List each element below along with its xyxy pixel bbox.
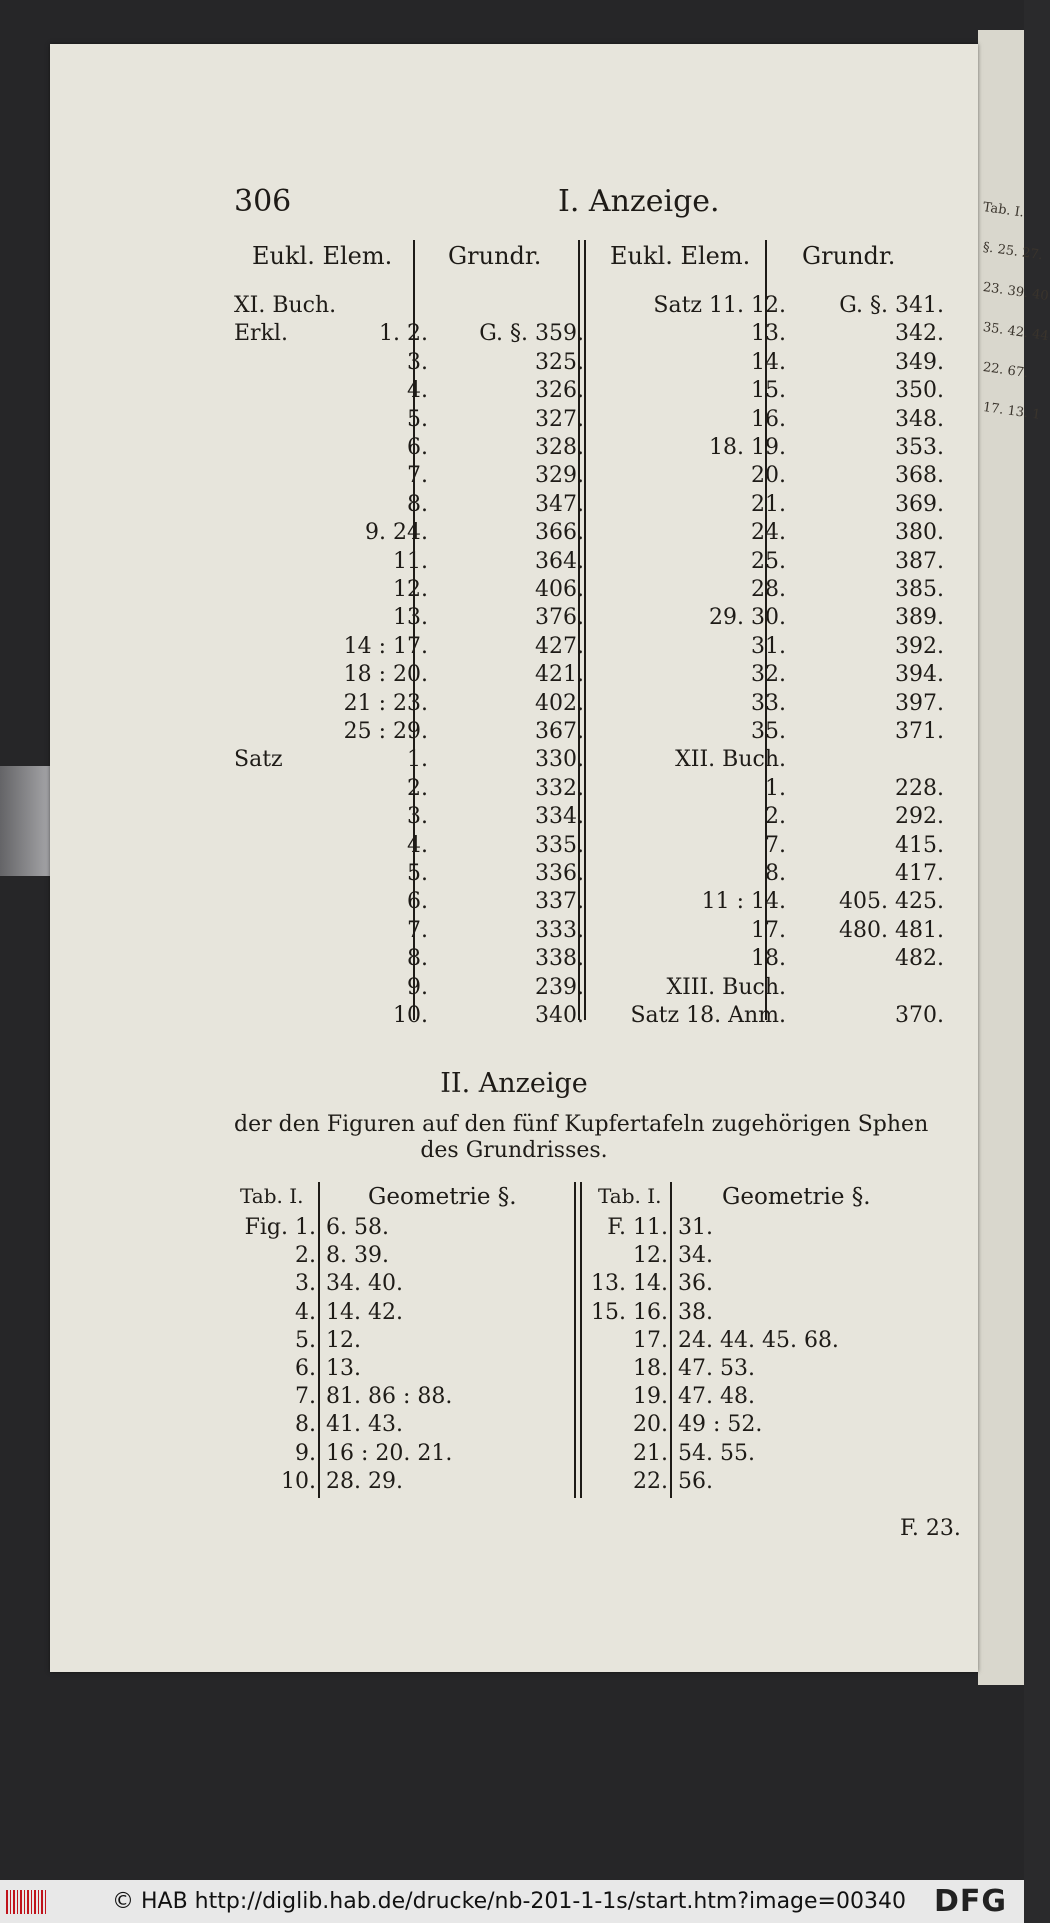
- index2-right-fig: 21.: [633, 1441, 668, 1466]
- index1-left-val: 421.: [535, 662, 584, 687]
- index2-left-val: 81. 86 : 88.: [326, 1384, 453, 1409]
- index2-right-val: 54. 55.: [678, 1441, 755, 1466]
- index2-left-val: 34. 40.: [326, 1271, 403, 1296]
- index1-right-val: G. §. 341.: [839, 293, 944, 318]
- index2-left-fig: 7.: [295, 1384, 316, 1409]
- index1-header-grundr-left: Grundr.: [448, 242, 542, 270]
- index1-left-ref: 4.: [407, 378, 428, 403]
- index1-left-val: 427.: [535, 634, 584, 659]
- index2-right-fig: 22.: [633, 1469, 668, 1494]
- index1-right-val: 385.: [895, 577, 944, 602]
- next-page-fragment: 22. 67.: [981, 360, 1030, 382]
- index1-left-ref: 6.: [407, 435, 428, 460]
- index2-right-fig: 13. 14.: [591, 1271, 668, 1296]
- index1-left-val: 327.: [535, 407, 584, 432]
- index1-left-ref: 12.: [393, 577, 428, 602]
- index1-left-ref: 10.: [393, 1003, 428, 1028]
- barcode-icon: [6, 1890, 46, 1914]
- index1-right-ref: 24.: [751, 520, 786, 545]
- index2-right-fig: 20.: [633, 1412, 668, 1437]
- index1-right-ref: 1.: [765, 776, 786, 801]
- index1-right-val: 394.: [895, 662, 944, 687]
- index1-left-val: 364.: [535, 549, 584, 574]
- index2-left-fig: 9.: [295, 1441, 316, 1466]
- index2-left-fig: 10.: [281, 1469, 316, 1494]
- index1-right-ref: 28.: [751, 577, 786, 602]
- next-page-fragment: §. 25. 27.: [981, 240, 1044, 264]
- index1-left-val: 367.: [535, 719, 584, 744]
- index1-left-val: 333.: [535, 918, 584, 943]
- index1-right-val: 405. 425.: [839, 889, 944, 914]
- index1-right-val: 368.: [895, 463, 944, 488]
- index2-rule-right: [670, 1182, 672, 1498]
- index2-header-tab-right: Tab. I.: [598, 1184, 662, 1208]
- index1-right-val: 389.: [895, 605, 944, 630]
- index2-left-fig: 6.: [295, 1356, 316, 1381]
- index1-left-ref: 21 : 23.: [343, 691, 428, 716]
- index2-right-val: 47. 53.: [678, 1356, 755, 1381]
- next-page-fragment: 23. 39. 40: [981, 280, 1050, 305]
- page-number: 306: [234, 184, 292, 219]
- index1-right-ref: 15.: [751, 378, 786, 403]
- index1-right-val: 369.: [895, 492, 944, 517]
- index1-left-val: 336.: [535, 861, 584, 886]
- index1-left-ref: 6.: [407, 889, 428, 914]
- index1-right-val: 482.: [895, 946, 944, 971]
- index1-left-ref: 4.: [407, 833, 428, 858]
- index1-right-val: 353.: [895, 435, 944, 460]
- index2-header-geom-right: Geometrie §.: [722, 1184, 871, 1210]
- index1-right-val: 342.: [895, 321, 944, 346]
- index2-left-val: 41. 43.: [326, 1412, 403, 1437]
- index2-left-fig: 2.: [295, 1243, 316, 1268]
- index2-left-val: 16 : 20. 21.: [326, 1441, 453, 1466]
- index1-right-ref: 18.: [751, 946, 786, 971]
- index1-left-val: 332.: [535, 776, 584, 801]
- index1-header-elem-left: Eukl. Elem.: [252, 242, 393, 270]
- index1-header-elem-right: Eukl. Elem.: [610, 242, 751, 270]
- index1-right-ref: 8.: [765, 861, 786, 886]
- index1-right-ref: 2.: [765, 804, 786, 829]
- index1-left-val: 335.: [535, 833, 584, 858]
- dfg-logo: DFG: [934, 1884, 1008, 1919]
- footer-bar: [0, 1880, 1024, 1923]
- index1-right-val: 417.: [895, 861, 944, 886]
- index1-right-ref: 32.: [751, 662, 786, 687]
- index1-right-ref: 33.: [751, 691, 786, 716]
- index1-right-ref: 14.: [751, 350, 786, 375]
- index1-right-ref: Satz 18. Anm.: [630, 1003, 786, 1028]
- index1-left-ref: 9. 24.: [365, 520, 428, 545]
- index1-left-ref: 11.: [393, 549, 428, 574]
- index2-right-val: 31.: [678, 1215, 713, 1240]
- next-page-fragment: 17. 13. 1: [981, 400, 1042, 423]
- index2-right-val: 36.: [678, 1271, 713, 1296]
- running-title: I. Anzeige.: [558, 184, 720, 219]
- index1-left-val: 337.: [535, 889, 584, 914]
- index1-right-ref: XII. Buch.: [675, 747, 786, 772]
- index1-right-ref: 17.: [751, 918, 786, 943]
- index1-right-ref: 7.: [765, 833, 786, 858]
- index1-left-val: 402.: [535, 691, 584, 716]
- footer-source-link[interactable]: © HAB http://diglib.hab.de/drucke/nb-201-1-1s/start.htm?image=00340: [112, 1889, 906, 1914]
- index2-left-val: 13.: [326, 1356, 361, 1381]
- index1-right-val: 370.: [895, 1003, 944, 1028]
- index1-right-val: 387.: [895, 549, 944, 574]
- index1-left-ref: 13.: [393, 605, 428, 630]
- index1-left-ref: 8.: [407, 946, 428, 971]
- next-page-fragment: Tab. I.: [981, 200, 1025, 221]
- index1-left-val: 338.: [535, 946, 584, 971]
- index2-left-fig: 4.: [295, 1300, 316, 1325]
- index2-left-val: 8. 39.: [326, 1243, 389, 1268]
- index1-left-val: 347.: [535, 492, 584, 517]
- index1-left-ref: 7.: [407, 918, 428, 943]
- index2-left-val: 6. 58.: [326, 1215, 389, 1240]
- index1-left-val: 376.: [535, 605, 584, 630]
- index2-left-fig: 5.: [295, 1328, 316, 1353]
- index1-left-ref: 1.: [407, 747, 428, 772]
- index1-left-val: 330.: [535, 747, 584, 772]
- index1-right-ref: 20.: [751, 463, 786, 488]
- index1-left-val: 340.: [535, 1003, 584, 1028]
- index1-left-ref: 14 : 17.: [343, 634, 428, 659]
- index2-right-fig: 12.: [633, 1243, 668, 1268]
- index2-left-fig: 3.: [295, 1271, 316, 1296]
- index1-left-ref: 2.: [407, 776, 428, 801]
- index1-left-ref: 9.: [407, 975, 428, 1000]
- index1-left-ref: 8.: [407, 492, 428, 517]
- index2-right-val: 34.: [678, 1243, 713, 1268]
- index1-left-ref: 18 : 20.: [343, 662, 428, 687]
- index1-right-ref: 25.: [751, 549, 786, 574]
- book-page: [50, 44, 978, 1672]
- index2-right-val: 47. 48.: [678, 1384, 755, 1409]
- index1-right-ref: 21.: [751, 492, 786, 517]
- index1-left-val: 334.: [535, 804, 584, 829]
- index1-right-val: 350.: [895, 378, 944, 403]
- index1-header-grundr-right: Grundr.: [802, 242, 896, 270]
- index2-left-val: 28. 29.: [326, 1469, 403, 1494]
- index2-right-val: 56.: [678, 1469, 713, 1494]
- index1-left-val: 326.: [535, 378, 584, 403]
- index1-right-ref: 31.: [751, 634, 786, 659]
- index1-right-val: 415.: [895, 833, 944, 858]
- index1-right-ref: 16.: [751, 407, 786, 432]
- index2-right-val: 24. 44. 45. 68.: [678, 1328, 839, 1353]
- index1-right-ref: XIII. Buch.: [666, 975, 786, 1000]
- index1-left-ref: 3.: [407, 350, 428, 375]
- index2-right-fig: 17.: [633, 1328, 668, 1353]
- index2-left-fig: 8.: [295, 1412, 316, 1437]
- index2-header-tab-left: Tab. I.: [240, 1184, 304, 1208]
- index1-right-val: 392.: [895, 634, 944, 659]
- index2-right-fig: F. 11.: [607, 1215, 668, 1240]
- index1-left-label: Erkl.: [234, 321, 288, 346]
- index1-left-ref: 25 : 29.: [343, 719, 428, 744]
- index1-left-label: XI. Buch.: [234, 293, 337, 318]
- index1-left-ref: 5.: [407, 407, 428, 432]
- index1-right-val: 397.: [895, 691, 944, 716]
- index1-right-ref: 35.: [751, 719, 786, 744]
- index2-right-fig: 19.: [633, 1384, 668, 1409]
- index2-left-val: 14. 42.: [326, 1300, 403, 1325]
- index1-left-val: 406.: [535, 577, 584, 602]
- index1-left-val: 239.: [535, 975, 584, 1000]
- index1-left-ref: 1. 2.: [379, 321, 428, 346]
- catchword: F. 23.: [900, 1516, 961, 1541]
- index1-right-val: 380.: [895, 520, 944, 545]
- next-page-edge: [978, 30, 1050, 1685]
- index2-subtitle-line1: der den Figuren auf den fünf Kupfertafeln zugehörigen Sphen: [234, 1112, 929, 1137]
- index1-right-val: 292.: [895, 804, 944, 829]
- index1-left-val: G. §. 359.: [479, 321, 584, 346]
- index2-right-val: 49 : 52.: [678, 1412, 763, 1437]
- index1-right-ref: 29. 30.: [709, 605, 786, 630]
- index2-left-fig: Fig. 1.: [244, 1215, 316, 1240]
- index1-left-val: 325.: [535, 350, 584, 375]
- index1-left-val: 329.: [535, 463, 584, 488]
- index2-subtitle-line2: des Grundrisses.: [420, 1138, 608, 1163]
- index1-left-ref: 7.: [407, 463, 428, 488]
- index2-title: II. Anzeige: [440, 1068, 588, 1099]
- index2-left-val: 12.: [326, 1328, 361, 1353]
- index1-left-label: Satz: [234, 747, 283, 772]
- next-page-fragment: 35. 42. 44: [981, 320, 1050, 345]
- index1-left-ref: 3.: [407, 804, 428, 829]
- index1-right-val: 349.: [895, 350, 944, 375]
- index1-right-ref: Satz 11. 12.: [653, 293, 786, 318]
- index2-right-val: 38.: [678, 1300, 713, 1325]
- index1-right-ref: 11 : 14.: [701, 889, 786, 914]
- index2-header-geom-left: Geometrie §.: [368, 1184, 517, 1210]
- index1-left-val: 328.: [535, 435, 584, 460]
- index1-left-ref: 5.: [407, 861, 428, 886]
- index1-right-val: 348.: [895, 407, 944, 432]
- index1-left-val: 366.: [535, 520, 584, 545]
- index1-right-val: 371.: [895, 719, 944, 744]
- index1-right-ref: 18. 19.: [709, 435, 786, 460]
- index2-right-fig: 15. 16.: [591, 1300, 668, 1325]
- index1-right-val: 480. 481.: [839, 918, 944, 943]
- index1-right-val: 228.: [895, 776, 944, 801]
- index2-rule-left: [318, 1182, 320, 1498]
- index2-right-fig: 18.: [633, 1356, 668, 1381]
- index1-right-ref: 13.: [751, 321, 786, 346]
